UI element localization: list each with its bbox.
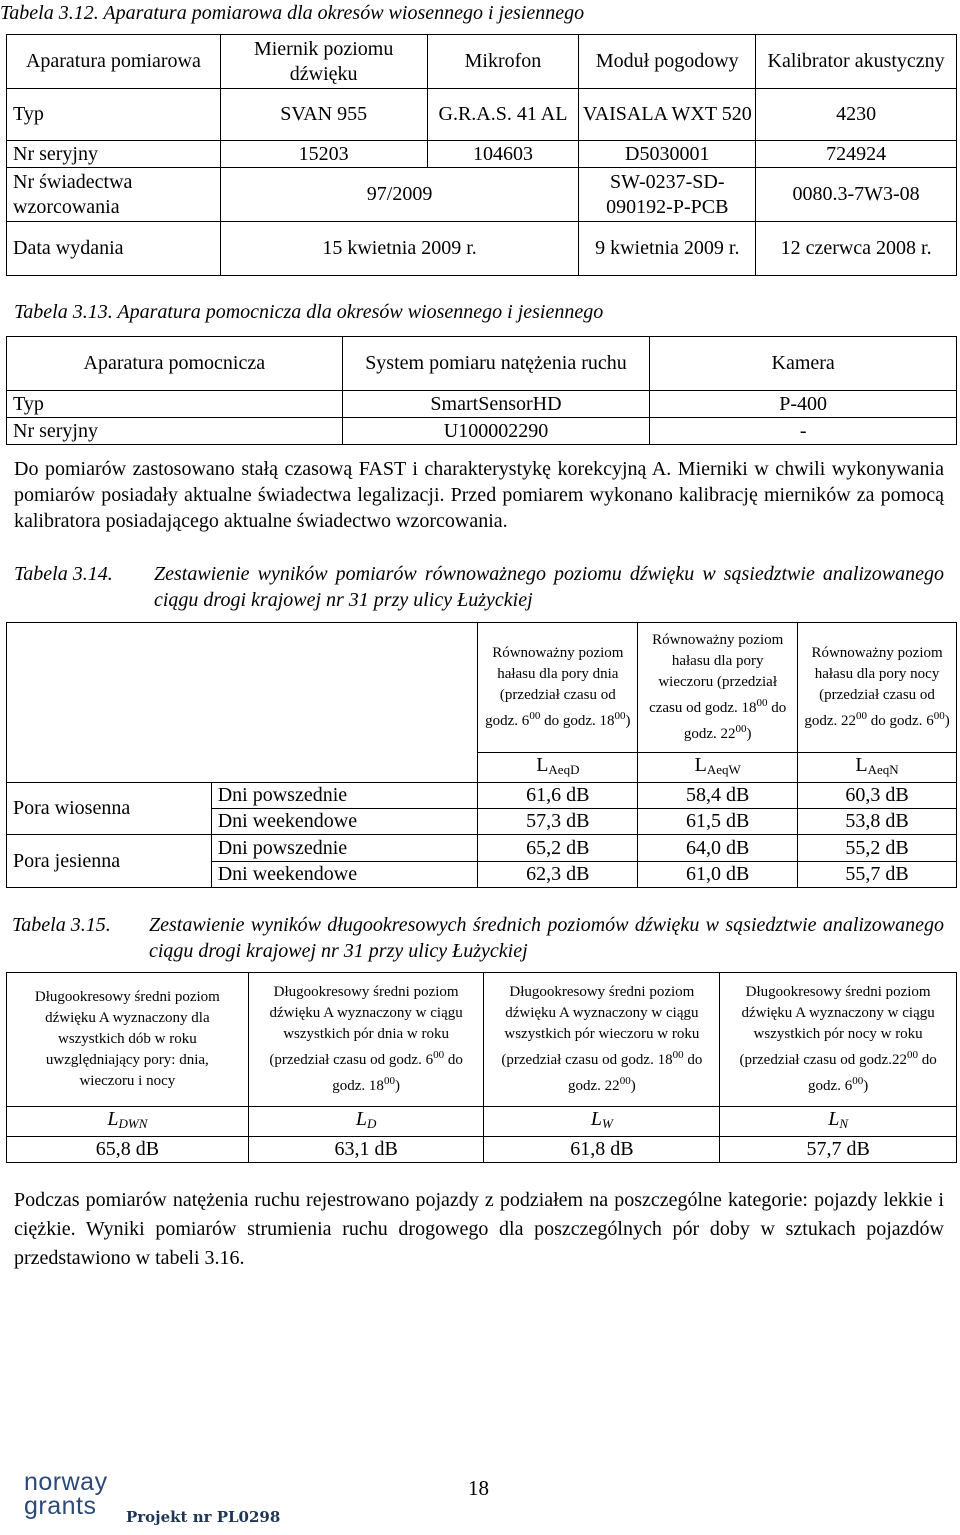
table-3-13 (6, 336, 957, 445)
symbol-ln: $L_N$ (720, 1107, 957, 1137)
table-cell: 97/2009 (220, 168, 579, 222)
table-cell: 57,7 dB (720, 1137, 957, 1163)
table-cell: 53,8 dB (798, 809, 957, 835)
table-row (7, 835, 957, 862)
norway-grants-logo (24, 1470, 324, 1530)
table-cell: 58,4 dB (638, 783, 798, 809)
table-row (7, 1107, 957, 1137)
header-cell: Kalibrator akustyczny (756, 35, 957, 89)
symbol-laeqn: $L_{AeqN}$ (798, 753, 957, 783)
table-cell: SmartSensorHD (342, 391, 650, 418)
header-cell: Aparatura pomocnicza (7, 337, 343, 391)
row-label: Nr seryjny (7, 141, 221, 168)
table-cell: 65,2 dB (478, 835, 638, 862)
header-cell: System pomiaru natężenia ruchu (342, 337, 650, 391)
header-day: Równoważny poziom hałasu dla pory dnia (przedział czasu od godz. $6^{00}$ do godz. $18^{00}$) (478, 623, 638, 753)
season-spring: Pora wiosenna (7, 783, 212, 835)
row-label: Data wydania (7, 222, 221, 276)
table-3-15-caption-text: Zestawienie wyników długookresowych średnich poziomów dźwięku w sąsiedztwie analizowanego ciągu drogi krajowej nr 31 przy ulicy Łużyckiej (149, 914, 944, 962)
table-3-12 (6, 34, 957, 276)
table-cell: SVAN 955 (220, 89, 427, 141)
empty-cell (7, 753, 478, 783)
row-label: Nr świadectwa wzorcowania (7, 168, 221, 222)
table-cell: 4230 (756, 89, 957, 141)
table-cell: 724924 (756, 141, 957, 168)
table-cell: 61,0 dB (638, 862, 798, 888)
table-cell: 65,8 dB (7, 1137, 249, 1163)
header-ld: Długookresowy średni poziom dźwięku A wyznaczony w ciągu wszystkich pór dnia w roku (przedział czasu od godz. $6^{00}$ do godz. $18^{00}$) (248, 973, 484, 1107)
header-evening: Równoważny poziom hałasu dla pory wieczoru (przedział czasu od godz. $18^{00}$ do godz. $22^{00}$) (638, 623, 798, 753)
header-cell: Miernik poziomu dźwięku (220, 35, 427, 89)
header-lw: Długookresowy średni poziom dźwięku A wyznaczony w ciągu wszystkich pór wieczoru w roku (przedział czasu od godz. $18^{00}$ do godz. $22^{00}$) (484, 973, 720, 1107)
table-cell: D5030001 (579, 141, 756, 168)
table-row (7, 418, 957, 445)
day-type: Dni weekendowe (211, 862, 478, 888)
table-3-14-caption-number: Tabela 3.14. (14, 563, 113, 585)
page-number: 18 (468, 1476, 489, 1500)
table-cell: SW-0237-SD-090192-P-PCB (579, 168, 756, 222)
table-row (7, 35, 957, 89)
symbol-ldwn: $L_{DWN}$ (7, 1107, 249, 1137)
day-type: Dni powszednie (211, 835, 478, 862)
header-ln: Długookresowy średni poziom dźwięku A wyznaczony w ciągu wszystkich pór nocy w roku (przedział czasu od $godz.22^{00}$ do godz. $6^{00}$) (720, 973, 957, 1107)
table-row (7, 141, 957, 168)
table-cell: VAISALA WXT 520 (579, 89, 756, 141)
table-row (7, 222, 957, 276)
project-number: Projekt nr PL0298 (126, 1508, 281, 1526)
symbol-laeqw: $L_{AeqW}$ (638, 753, 798, 783)
row-label: Typ (7, 89, 221, 141)
day-type: Dni weekendowe (211, 809, 478, 835)
logo-text-bottom: grants (24, 1492, 97, 1520)
table-3-13-caption: Tabela 3.13. Aparatura pomocnicza dla okresów wiosennego i jesiennego (14, 301, 604, 323)
season-autumn: Pora jesienna (7, 835, 212, 888)
paragraph-traffic: Podczas pomiarów natężenia ruchu rejestrowano pojazdy z podziałem na poszczególne kategorie: pojazdy lekkie i ciężkie. Wyniki pomiarów strumienia ruchu drogowego dla poszczególnych pór doby w sztukach pojazdów przedstawiono w tabeli 3.16. (14, 1189, 944, 1269)
table-row (7, 783, 957, 809)
logo-text-top: norway (24, 1468, 108, 1496)
paragraph-calibration: Do pomiarów zastosowano stałą czasową FAST i charakterystykę korekcyjną A. Mierniki w chwili wykonywania pomiarów posiadały aktualne świadectwa legalizacji. Przed pomiarem wykonano kalibrację mierników za pomocą kalibratora posiadającego aktualne świadectwo wzorcowania. (14, 458, 944, 532)
table-cell: 61,5 dB (638, 809, 798, 835)
table-3-14 (6, 622, 957, 888)
table-row (7, 89, 957, 141)
empty-cell (7, 623, 478, 753)
symbol-lw: $L_W$ (484, 1107, 720, 1137)
header-cell: Aparatura pomiarowa (7, 35, 221, 89)
table-cell: 15 kwietnia 2009 r. (220, 222, 579, 276)
table-cell: 15203 (220, 141, 427, 168)
table-cell: 12 czerwca 2008 r. (756, 222, 957, 276)
header-cell: Kamera (650, 337, 957, 391)
table-3-15 (6, 972, 957, 1163)
table-3-12-caption: Tabela 3.12. Aparatura pomiarowa dla okresów wiosennego i jesiennego (0, 2, 585, 24)
header-cell: Mikrofon (427, 35, 579, 89)
table-3-14-caption-text: Zestawienie wyników pomiarów równoważnego poziomu dźwięku w sąsiedztwie analizowanego ciągu drogi krajowej nr 31 przy ulicy Łużyckiej (154, 563, 944, 611)
table-row (7, 753, 957, 783)
table-row (7, 623, 957, 753)
table-row (7, 391, 957, 418)
table-row (7, 1137, 957, 1163)
table-cell: - (650, 418, 957, 445)
table-cell: 55,2 dB (798, 835, 957, 862)
header-ldwn: Długookresowy średni poziom dźwięku A wyznaczony dla wszystkich dób w roku uwzględniający pory: dnia, wieczoru i nocy (7, 973, 249, 1107)
table-cell: 60,3 dB (798, 783, 957, 809)
table-cell: U100002290 (342, 418, 650, 445)
table-row (7, 337, 957, 391)
symbol-laeqd: $L_{AeqD}$ (478, 753, 638, 783)
table-cell: 57,3 dB (478, 809, 638, 835)
header-night: Równoważny poziom hałasu dla pory nocy (przedział czasu od godz. $22^{00}$ do godz. $6^{00}$) (798, 623, 957, 753)
table-cell: 62,3 dB (478, 862, 638, 888)
table-row (7, 168, 957, 222)
header-cell: Moduł pogodowy (579, 35, 756, 89)
table-row (7, 973, 957, 1107)
row-label: Typ (7, 391, 343, 418)
table-cell: P-400 (650, 391, 957, 418)
table-cell: 61,6 dB (478, 783, 638, 809)
table-cell: 61,8 dB (484, 1137, 720, 1163)
day-type: Dni powszednie (211, 783, 478, 809)
table-cell: 63,1 dB (248, 1137, 484, 1163)
table-cell: 55,7 dB (798, 862, 957, 888)
table-cell: 104603 (427, 141, 579, 168)
table-cell: 64,0 dB (638, 835, 798, 862)
symbol-ld: $L_D$ (248, 1107, 484, 1137)
row-label: Nr seryjny (7, 418, 343, 445)
table-cell: 9 kwietnia 2009 r. (579, 222, 756, 276)
table-cell: 0080.3-7W3-08 (756, 168, 957, 222)
table-cell: G.R.A.S. 41 AL (427, 89, 579, 141)
table-3-15-caption-number: Tabela 3.15. (12, 914, 111, 936)
